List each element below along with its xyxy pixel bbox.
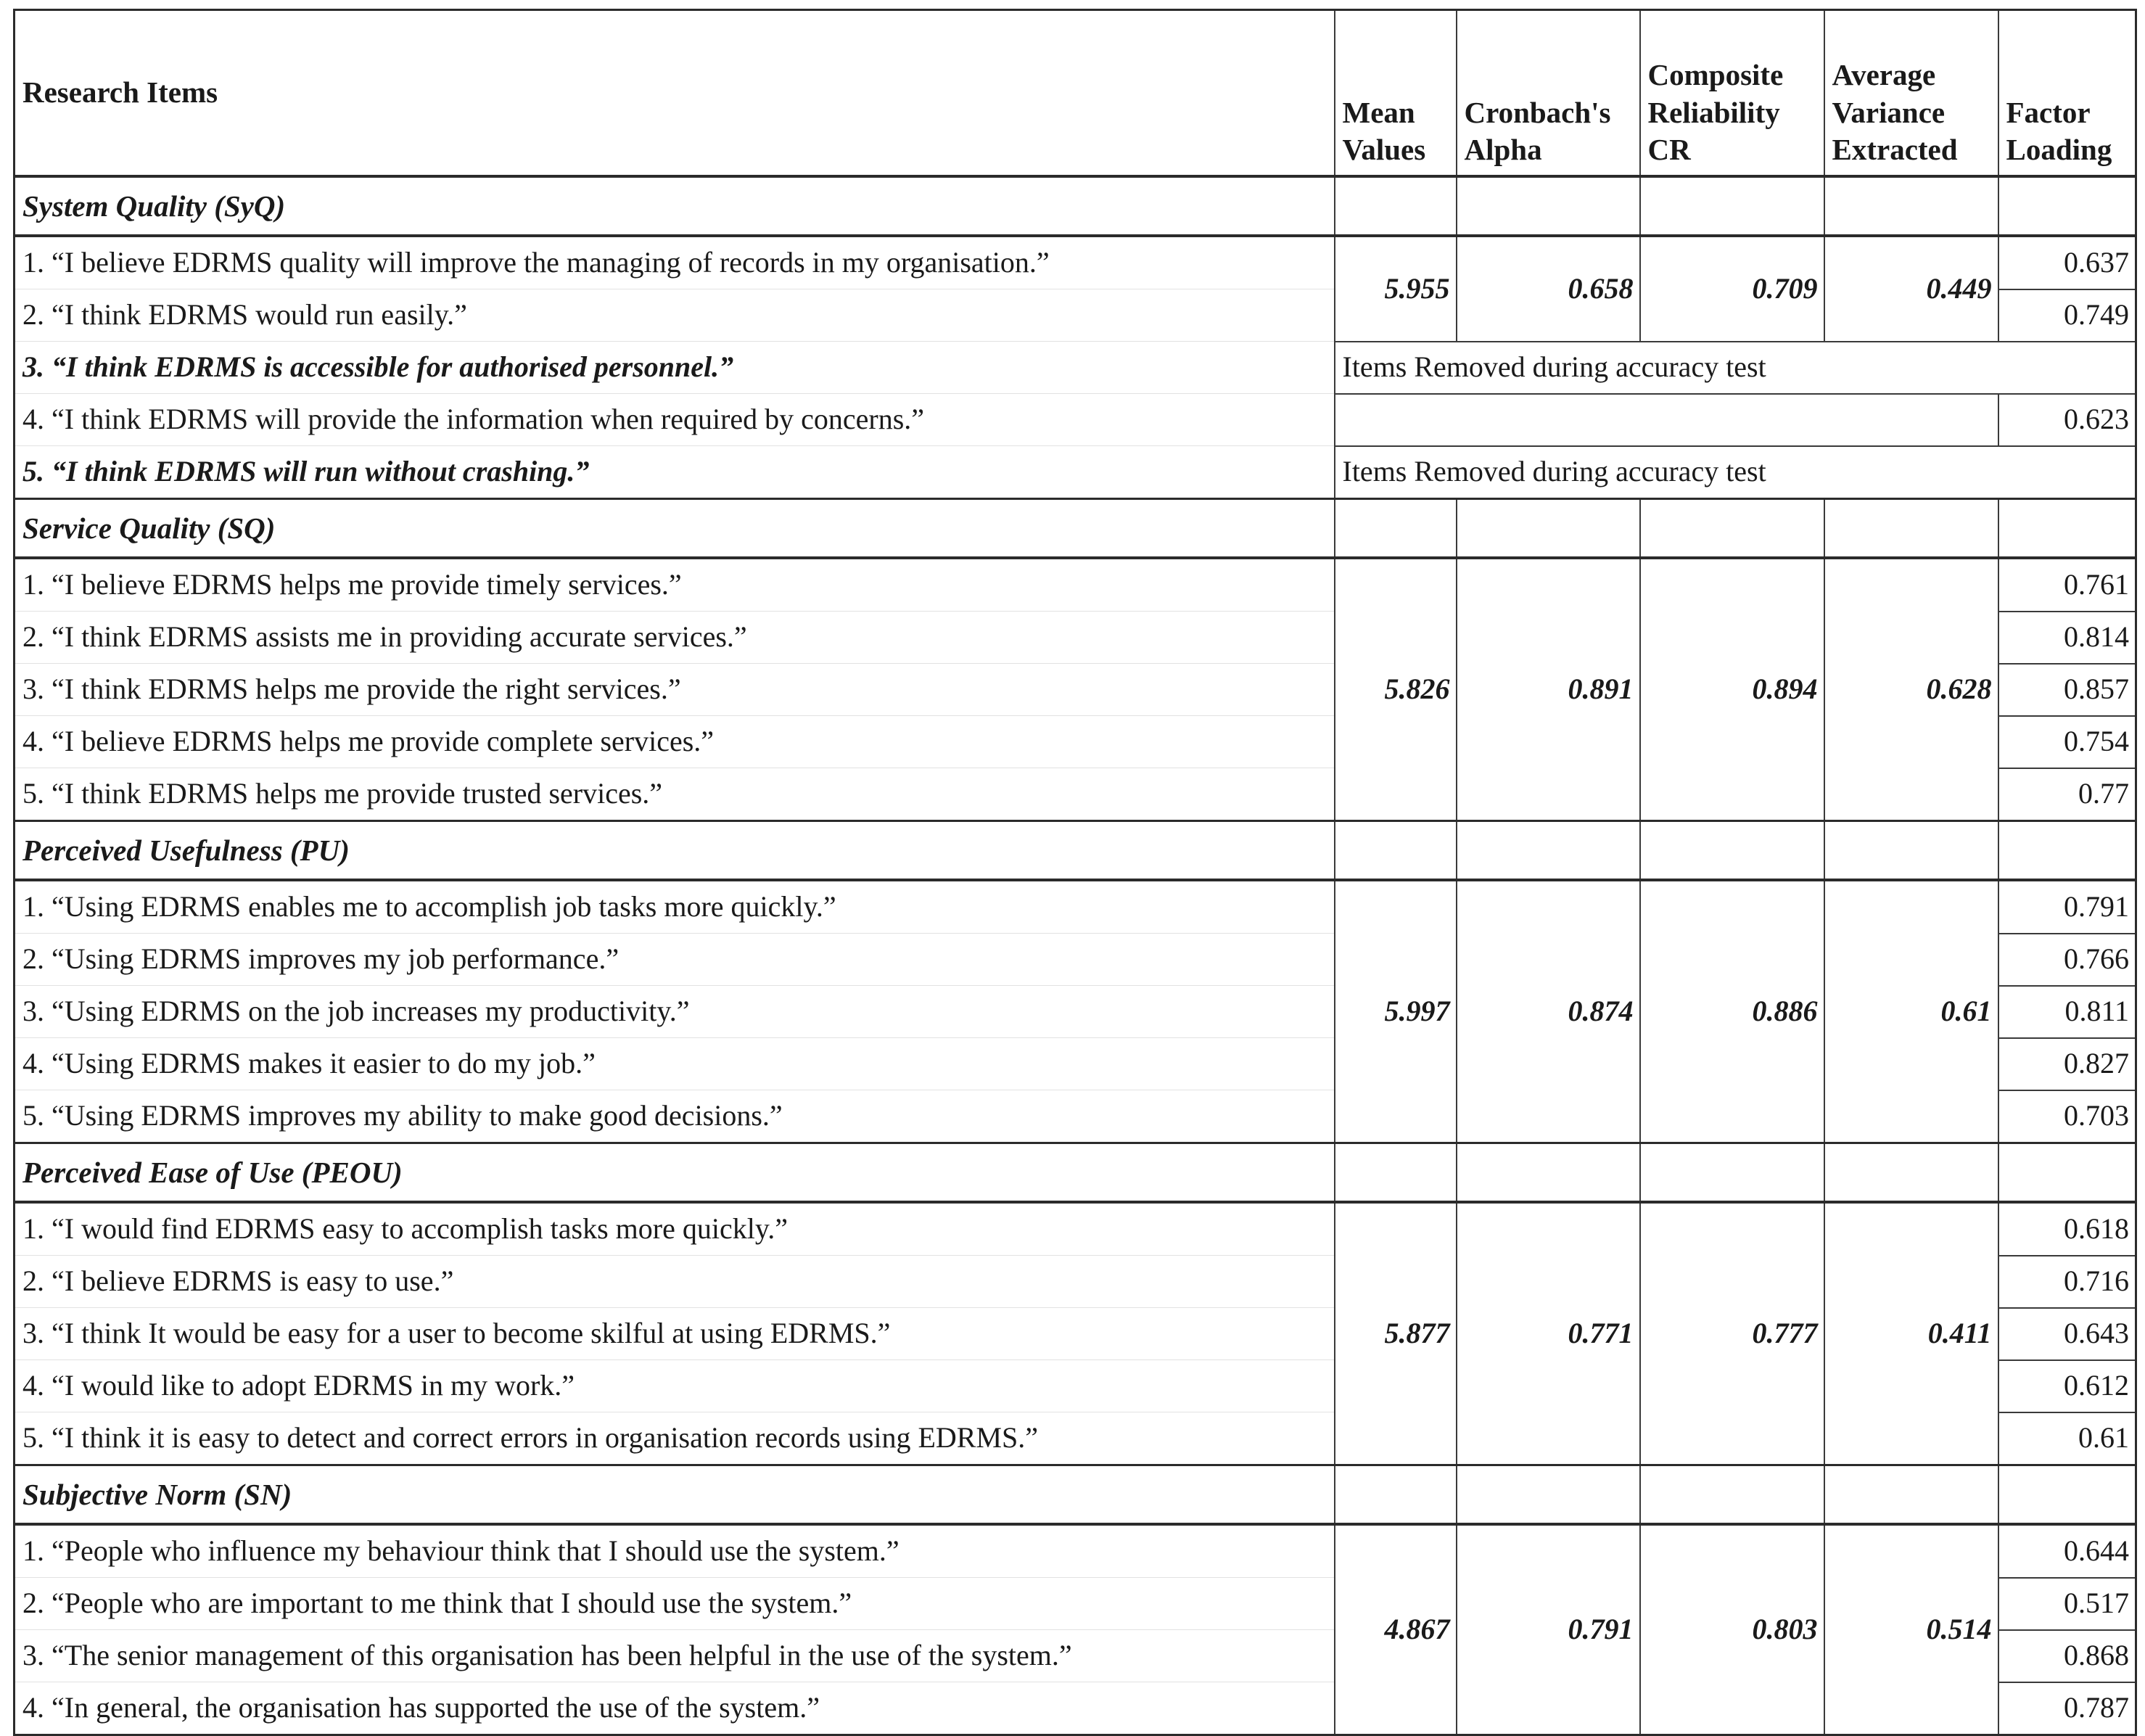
item-label: 3. “I think It would be easy for a user to become skilful at using EDRMS.” xyxy=(15,1308,1335,1360)
section-header-spacer xyxy=(1824,1143,1998,1203)
section-header-row xyxy=(15,821,2136,881)
column-header-line: Extracted xyxy=(1832,133,1958,167)
average-variance-extracted-value: 0.514 xyxy=(1824,1524,1998,1735)
column-header-cr xyxy=(1640,10,1824,177)
section-title: System Quality (SyQ) xyxy=(15,176,1335,236)
factor-loading-value: 0.623 xyxy=(1998,394,2136,446)
table-header-row xyxy=(15,10,2136,177)
factor-loading-value: 0.749 xyxy=(1998,289,2136,342)
item-label: 3. “I think EDRMS helps me provide the right services.” xyxy=(15,664,1335,716)
table-row xyxy=(15,1202,2136,1256)
column-header-line: Variance xyxy=(1832,95,1946,129)
section-header-row xyxy=(15,499,2136,559)
column-header-line: Composite xyxy=(1647,58,1784,92)
mean-value: 5.955 xyxy=(1335,236,1457,342)
column-header-line: Values xyxy=(1342,133,1426,167)
table-row xyxy=(15,394,2136,446)
factor-loading-value: 0.517 xyxy=(1998,1578,2136,1630)
mean-value: 5.826 xyxy=(1335,558,1457,821)
section-header-spacer xyxy=(1824,821,1998,881)
table-row xyxy=(15,446,2136,499)
cronbach-alpha-value: 0.874 xyxy=(1457,880,1640,1143)
average-variance-extracted-value: 0.411 xyxy=(1824,1202,1998,1465)
table-row xyxy=(15,880,2136,934)
section-header-spacer xyxy=(1998,1143,2136,1203)
table-row xyxy=(15,342,2136,394)
factor-loading-value: 0.761 xyxy=(1998,558,2136,612)
column-header-line: CR xyxy=(1647,133,1691,167)
item-label: 1. “People who influence my behaviour think that I should use the system.” xyxy=(15,1524,1335,1578)
section-header-spacer xyxy=(1640,1465,1824,1525)
section-header-spacer xyxy=(1335,499,1457,559)
factor-loading-value: 0.868 xyxy=(1998,1630,2136,1682)
factor-loading-value: 0.791 xyxy=(1998,880,2136,934)
item-label: 5. “I think EDRMS will run without crashing.” xyxy=(15,446,1335,499)
section-header-spacer xyxy=(1335,176,1457,236)
table-row xyxy=(15,558,2136,612)
item-label: 2. “I think EDRMS would run easily.” xyxy=(15,289,1335,342)
item-label: 4. “I would like to adopt EDRMS in my work.” xyxy=(15,1360,1335,1412)
factor-loading-value: 0.754 xyxy=(1998,716,2136,768)
factor-loading-value: 0.77 xyxy=(1998,768,2136,821)
section-header-spacer xyxy=(1640,1143,1824,1203)
factor-loading-value: 0.827 xyxy=(1998,1038,2136,1090)
section-header-spacer xyxy=(1457,499,1640,559)
column-header-line: Reliability xyxy=(1647,95,1780,129)
item-label: 4. “I think EDRMS will provide the information when required by concerns.” xyxy=(15,394,1335,446)
section-title: Perceived Usefulness (PU) xyxy=(15,821,1335,881)
section-header-row xyxy=(15,1143,2136,1203)
research-items-table xyxy=(13,9,2137,1736)
section-header-spacer xyxy=(1998,176,2136,236)
factor-loading-value: 0.703 xyxy=(1998,1090,2136,1143)
factor-loading-value: 0.612 xyxy=(1998,1360,2136,1412)
mean-value: 5.997 xyxy=(1335,880,1457,1143)
section-header-spacer xyxy=(1335,821,1457,881)
item-label: 1. “Using EDRMS enables me to accomplish job tasks more quickly.” xyxy=(15,880,1335,934)
item-label: 4. “In general, the organisation has supported the use of the system.” xyxy=(15,1682,1335,1735)
factor-loading-value: 0.857 xyxy=(1998,664,2136,716)
column-header-line: Cronbach's xyxy=(1464,95,1611,129)
average-variance-extracted-value: 0.449 xyxy=(1824,236,1998,342)
composite-reliability-value: 0.886 xyxy=(1640,880,1824,1143)
factor-loading-value: 0.618 xyxy=(1998,1202,2136,1256)
section-header-spacer xyxy=(1640,176,1824,236)
item-label: 5. “Using EDRMS improves my ability to make good decisions.” xyxy=(15,1090,1335,1143)
section-header-spacer xyxy=(1335,1143,1457,1203)
item-label: 2. “People who are important to me think that I should use the system.” xyxy=(15,1578,1335,1630)
section-header-spacer xyxy=(1824,499,1998,559)
table-body xyxy=(15,10,2136,1735)
factor-loading-value: 0.61 xyxy=(1998,1412,2136,1465)
item-label: 2. “I believe EDRMS is easy to use.” xyxy=(15,1256,1335,1308)
section-title: Service Quality (SQ) xyxy=(15,499,1335,559)
section-title: Subjective Norm (SN) xyxy=(15,1465,1335,1525)
item-label: 5. “I think it is easy to detect and correct errors in organisation records using EDRMS.” xyxy=(15,1412,1335,1465)
item-label: 1. “I would find EDRMS easy to accomplish tasks more quickly.” xyxy=(15,1202,1335,1256)
cronbach-alpha-value: 0.658 xyxy=(1457,236,1640,342)
column-header-ave xyxy=(1824,10,1998,177)
table-row xyxy=(15,236,2136,289)
average-variance-extracted-value: 0.61 xyxy=(1824,880,1998,1143)
item-label: 1. “I believe EDRMS quality will improve the managing of records in my organisation.” xyxy=(15,236,1335,289)
stats-blank-cell xyxy=(1335,394,1998,446)
item-label: 2. “I think EDRMS assists me in providing accurate services.” xyxy=(15,612,1335,664)
item-label: 1. “I believe EDRMS helps me provide timely services.” xyxy=(15,558,1335,612)
factor-loading-value: 0.766 xyxy=(1998,934,2136,986)
average-variance-extracted-value: 0.628 xyxy=(1824,558,1998,821)
column-header-research-items: Research Items xyxy=(15,10,1335,177)
factor-loading-value: 0.814 xyxy=(1998,612,2136,664)
items-removed-note: Items Removed during accuracy test xyxy=(1335,342,2136,394)
item-label: 3. “Using EDRMS on the job increases my productivity.” xyxy=(15,986,1335,1038)
section-header-spacer xyxy=(1824,176,1998,236)
composite-reliability-value: 0.709 xyxy=(1640,236,1824,342)
factor-loading-value: 0.811 xyxy=(1998,986,2136,1038)
column-header-line: Loading xyxy=(2006,133,2112,167)
cronbach-alpha-value: 0.771 xyxy=(1457,1202,1640,1465)
factor-loading-value: 0.787 xyxy=(1998,1682,2136,1735)
column-header-fl xyxy=(1998,10,2136,177)
item-label: 4. “Using EDRMS makes it easier to do my job.” xyxy=(15,1038,1335,1090)
column-header-line: Alpha xyxy=(1464,133,1542,167)
section-header-spacer xyxy=(1640,499,1824,559)
composite-reliability-value: 0.803 xyxy=(1640,1524,1824,1735)
item-label: 5. “I think EDRMS helps me provide trusted services.” xyxy=(15,768,1335,821)
section-header-row xyxy=(15,1465,2136,1525)
section-header-spacer xyxy=(1998,499,2136,559)
section-header-spacer xyxy=(1457,1465,1640,1525)
mean-value: 5.877 xyxy=(1335,1202,1457,1465)
section-header-spacer xyxy=(1998,821,2136,881)
mean-value: 4.867 xyxy=(1335,1524,1457,1735)
column-header-line: Mean xyxy=(1342,95,1415,129)
section-header-spacer xyxy=(1998,1465,2136,1525)
item-label: 3. “I think EDRMS is accessible for authorised personnel.” xyxy=(15,342,1335,394)
table-row xyxy=(15,1524,2136,1578)
section-header-spacer xyxy=(1457,1143,1640,1203)
composite-reliability-value: 0.894 xyxy=(1640,558,1824,821)
cronbach-alpha-value: 0.891 xyxy=(1457,558,1640,821)
cronbach-alpha-value: 0.791 xyxy=(1457,1524,1640,1735)
factor-loading-value: 0.637 xyxy=(1998,236,2136,289)
factor-loading-value: 0.716 xyxy=(1998,1256,2136,1308)
section-header-spacer xyxy=(1457,821,1640,881)
item-label: 3. “The senior management of this organisation has been helpful in the use of the system.” xyxy=(15,1630,1335,1682)
section-header-spacer xyxy=(1335,1465,1457,1525)
column-header-alpha xyxy=(1457,10,1640,177)
item-label: 2. “Using EDRMS improves my job performance.” xyxy=(15,934,1335,986)
item-label: 4. “I believe EDRMS helps me provide complete services.” xyxy=(15,716,1335,768)
factor-loading-value: 0.644 xyxy=(1998,1524,2136,1578)
column-header-line: Average xyxy=(1832,58,1936,92)
factor-loading-value: 0.643 xyxy=(1998,1308,2136,1360)
section-header-spacer xyxy=(1457,176,1640,236)
column-header-line: Factor xyxy=(2006,95,2091,129)
section-header-row xyxy=(15,176,2136,236)
composite-reliability-value: 0.777 xyxy=(1640,1202,1824,1465)
section-title: Perceived Ease of Use (PEOU) xyxy=(15,1143,1335,1203)
items-removed-note: Items Removed during accuracy test xyxy=(1335,446,2136,499)
section-header-spacer xyxy=(1640,821,1824,881)
section-header-spacer xyxy=(1824,1465,1998,1525)
column-header-mean xyxy=(1335,10,1457,177)
